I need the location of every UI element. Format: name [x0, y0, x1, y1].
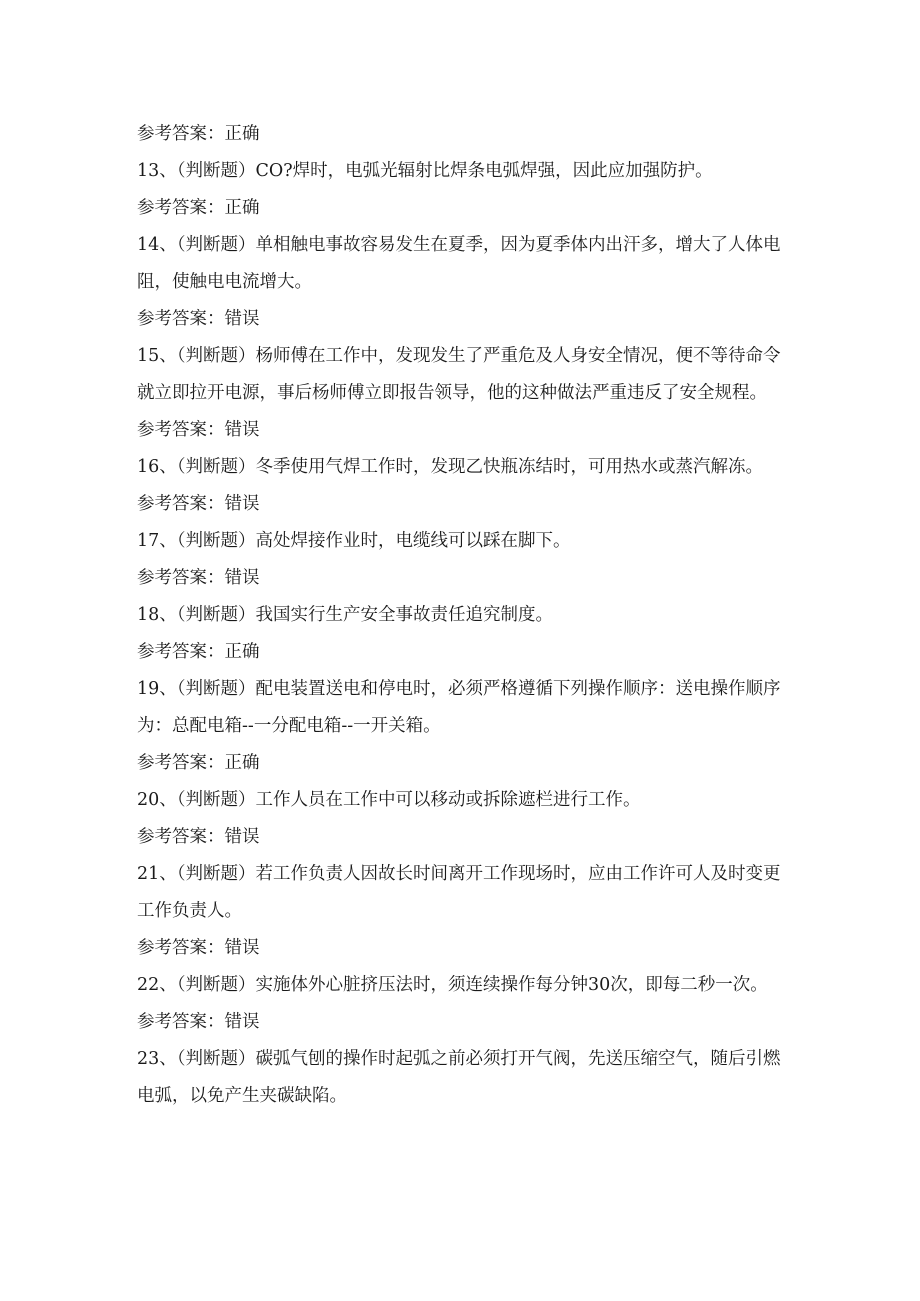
answer-label: 参考答案： — [137, 568, 225, 588]
answer-line — [137, 190, 787, 227]
question-15: 15、（判断题）杨师傅在工作中，发现发生了严重危及人身安全情况，便不等待命令就立即拉开电源，事后杨师傅立即报告领导，他的这种做法严重违反了安全规程。 — [137, 346, 781, 403]
answer-label: 参考答案： — [137, 642, 225, 662]
question-17: 17、（判断题）高处焊接作业时，电缆线可以踩在脚下。 — [137, 531, 571, 551]
answer-line — [137, 116, 787, 153]
question-23: 23、（判断题）碳弧气刨的操作时起弧之前必须打开气阀，先送压缩空气，随后引燃电弧，以免产生夹碳缺陷。 — [137, 1049, 781, 1106]
answer-value: 正确 — [224, 753, 260, 773]
answer-value: 错误 — [224, 938, 260, 958]
answer-label: 参考答案： — [137, 938, 225, 958]
answer-line — [137, 301, 787, 338]
answer-value: 正确 — [224, 642, 260, 662]
answer-value: 错误 — [224, 494, 260, 514]
question-14: 14、（判断题）单相触电事故容易发生在夏季，因为夏季体内出汗多，增大了人体电阻，使触电电流增大。 — [137, 235, 781, 292]
answer-line — [137, 1004, 787, 1041]
answer-label: 参考答案： — [137, 494, 225, 514]
answer-value: 正确 — [224, 198, 260, 218]
answer-label: 参考答案： — [137, 827, 225, 847]
answer-label: 参考答案： — [137, 1012, 225, 1032]
answer-label: 参考答案： — [137, 198, 225, 218]
answer-line — [137, 560, 787, 597]
question-21: 21、（判断题）若工作负责人因故长时间离开工作现场时，应由工作许可人及时变更工作负责人。 — [137, 864, 781, 921]
answer-line — [137, 634, 787, 671]
answer-value: 错误 — [224, 1012, 260, 1032]
question-20: 20、（判断题）工作人员在工作中可以移动或拆除遮栏进行工作。 — [137, 790, 641, 810]
answer-line — [137, 819, 787, 856]
question-22: 22、（判断题）实施体外心脏挤压法时，须连续操作每分钟30次，即每二秒一次。 — [137, 975, 768, 995]
answer-value: 错误 — [224, 309, 260, 329]
question-16: 16、（判断题）冬季使用气焊工作时，发现乙快瓶冻结时，可用热水或蒸汽解冻。 — [137, 457, 764, 477]
question-13: 13、（判断题）CO?焊时，电弧光辐射比焊条电弧焊强，因此应加强防护。 — [137, 161, 713, 181]
answer-line — [137, 486, 787, 523]
answer-label: 参考答案： — [137, 753, 225, 773]
document-body — [137, 116, 787, 1115]
answer-value: 错误 — [224, 827, 260, 847]
answer-value: 正确 — [224, 124, 260, 144]
answer-value: 错误 — [224, 568, 260, 588]
answer-label: 参考答案： — [137, 309, 225, 329]
question-18: 18、（判断题）我国实行生产安全事故责任追究制度。 — [137, 605, 554, 625]
answer-label: 参考答案： — [137, 420, 225, 440]
answer-line — [137, 745, 787, 782]
answer-label: 参考答案： — [137, 124, 225, 144]
answer-value: 错误 — [224, 420, 260, 440]
answer-line — [137, 930, 787, 967]
question-19: 19、（判断题）配电装置送电和停电时，必须严格遵循下列操作顺序：送电操作顺序为：总配电箱--一分配电箱--一开关箱。 — [137, 679, 781, 736]
answer-line — [137, 412, 787, 449]
